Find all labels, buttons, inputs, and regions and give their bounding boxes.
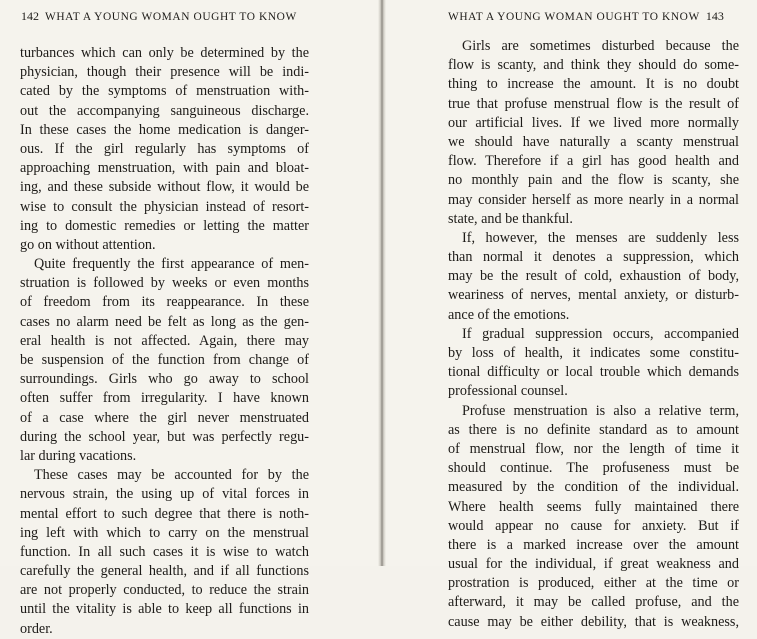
text-line: carefully the general health, and if all functions xyxy=(20,563,309,580)
text-line: may be the result of cold, exhaustion of body, xyxy=(448,268,739,285)
text-line: physician, though their presence will be indi- xyxy=(20,64,309,81)
text-line: out the accompanying sanguineous discharge. xyxy=(20,102,309,119)
text-line: than normal it denotes a suppression, which xyxy=(448,249,739,266)
text-line: professional counsel. xyxy=(448,383,568,400)
text-line: ing to domestic remedies or letting the matter xyxy=(20,217,309,234)
text-line: tional difficulty or local trouble which demands xyxy=(448,364,739,381)
text-line: mental effort to such degree that there is noth- xyxy=(20,505,309,522)
book-gutter xyxy=(378,0,386,566)
text-line: ing left with which to carry on the menstrual xyxy=(20,524,309,541)
text-line: Quite frequently the first appearance of men- xyxy=(34,256,309,273)
text-line: Girls are sometimes disturbed because the xyxy=(462,38,739,54)
text-line: cases no alarm need be felt as long as the gen- xyxy=(20,313,309,330)
text-line: ance of the emotions. xyxy=(448,306,570,323)
text-line: function. In all such cases it is wise to watch xyxy=(20,543,309,560)
text-line: surroundings. Girls who go away to school xyxy=(20,371,309,388)
text-line: we should have naturally a scanty menstrual xyxy=(448,133,739,150)
text-line: be suspension of the function from change of xyxy=(20,352,309,368)
text-line: Where health seems fully maintained there xyxy=(448,498,739,515)
text-line: turbances which can only be determined by the xyxy=(20,45,309,61)
text-line: are not properly conducted, to reduce the strain xyxy=(20,582,309,599)
right-page xyxy=(386,0,757,630)
text-line: our artificial lives. If we lived more normally xyxy=(448,114,739,131)
left-running-head: WHAT A YOUNG WOMAN OUGHT TO KNOW xyxy=(45,11,297,23)
text-line: state, and be thankful. xyxy=(448,210,573,227)
text-line: nervous strain, the using up of vital forces in xyxy=(20,486,309,503)
text-line: there is a marked increase over the amount xyxy=(448,536,739,553)
right-running-head: WHAT A YOUNG WOMAN OUGHT TO KNOW xyxy=(448,11,700,23)
text-line: order. xyxy=(20,620,53,637)
text-line: ous. If the girl regularly has symptoms of xyxy=(20,140,309,157)
left-page-header xyxy=(21,9,297,24)
text-line: often suffer from irregularity. I have known xyxy=(20,390,309,407)
text-line: prostration is produced, either at the time or xyxy=(448,575,739,592)
text-line: cause may be either debility, that is weakness, xyxy=(448,613,739,630)
text-line: If, however, the menses are suddenly less xyxy=(462,229,739,246)
right-page-header xyxy=(448,9,724,24)
text-line: These cases may be accounted for by the xyxy=(34,467,309,484)
text-line: wise to consult the physician instead of resort- xyxy=(20,198,309,215)
text-line: struation is followed by weeks or even months xyxy=(20,275,309,292)
left-page-number: 142 xyxy=(21,9,39,23)
left-page xyxy=(0,0,378,637)
text-line: weariness of nerves, mental anxiety, or disturb- xyxy=(448,287,739,304)
text-line: measured by the condition of the individual. xyxy=(448,479,739,496)
text-line: no monthly pain and the flow is scanty, she xyxy=(448,172,739,189)
right-page-body xyxy=(448,37,739,632)
text-line: during the school year, but was perfectly regu- xyxy=(20,428,309,445)
text-line: by loss of health, it indicates some constitu- xyxy=(448,345,739,361)
text-line: should continue. The profuseness must be xyxy=(448,460,739,477)
text-line: thing to increase the amount. It is no doubt xyxy=(448,76,739,93)
left-page-body xyxy=(20,44,309,639)
text-line: ing, and these subside without flow, it would be xyxy=(20,179,309,196)
text-line: until the vitality is able to keep all functions in xyxy=(20,601,309,618)
text-line: cated by the symptoms of menstruation with- xyxy=(20,83,309,100)
text-line: afterward, it may be called profuse, and the xyxy=(448,594,739,611)
text-line: true that profuse menstrual flow is the result of xyxy=(448,95,739,112)
text-line: eral health is not affected. Again, there may xyxy=(20,332,309,349)
right-page-number: 143 xyxy=(705,9,724,23)
text-line: lar during vacations. xyxy=(20,447,137,464)
text-line: as there is no definite standard as to amount xyxy=(448,421,739,438)
text-line: In these cases the home medication is danger- xyxy=(20,121,309,138)
text-line: If gradual suppression occurs, accompanied xyxy=(462,325,739,342)
text-line: Profuse menstruation is also a relative term, xyxy=(462,402,739,419)
text-line: flow. Therefore if a girl has good health and xyxy=(448,153,739,170)
text-line: usual for the individual, if great weakness and xyxy=(448,556,739,573)
text-line: would appear no cause for anxiety. But if xyxy=(448,517,739,534)
text-line: of freedom from its reappearance. In these xyxy=(20,294,309,311)
text-line: of a case where the girl never menstruated xyxy=(20,409,309,426)
text-line: may consider herself as more nearly in a normal xyxy=(448,191,739,208)
text-line: approaching menstruation, with pain and bloat- xyxy=(20,160,309,177)
text-line: of menstrual flow, nor the length of time it xyxy=(448,440,739,457)
text-line: flow is scanty, and think they should do some- xyxy=(448,57,739,74)
text-line: go on without attention. xyxy=(20,236,156,253)
